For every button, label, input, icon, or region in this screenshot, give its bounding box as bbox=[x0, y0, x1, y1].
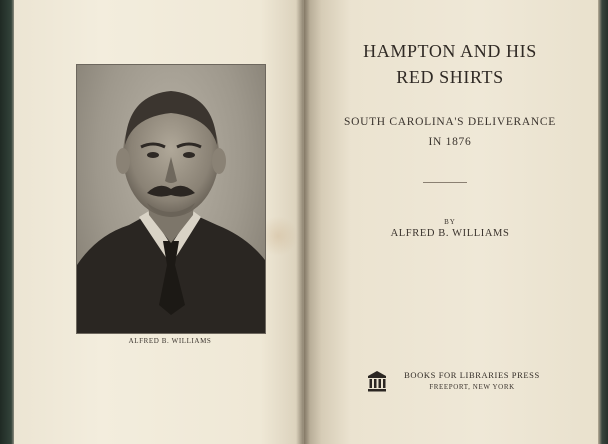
book-title bbox=[330, 38, 570, 90]
author-portrait bbox=[76, 64, 266, 334]
book-title-line-2: RED SHIRTS bbox=[396, 67, 504, 87]
book-gutter bbox=[296, 0, 310, 444]
title-divider bbox=[423, 182, 467, 183]
columns-building-icon bbox=[367, 370, 387, 392]
publisher-name: BOOKS FOR LIBRARIES PRESS bbox=[404, 370, 540, 380]
book-subtitle-line-1: SOUTH CAROLINA'S DELIVERANCE bbox=[343, 116, 557, 128]
book-title-line-1: HAMPTON AND HIS bbox=[363, 41, 537, 61]
book-cover-edge-right bbox=[598, 0, 608, 444]
publisher-location: FREEPORT, NEW YORK bbox=[429, 383, 515, 391]
book-subtitle bbox=[330, 112, 570, 152]
portrait-figure bbox=[77, 65, 265, 333]
by-label: BY bbox=[444, 218, 456, 226]
portrait-caption: ALFRED B. WILLIAMS bbox=[128, 337, 212, 345]
author-name: ALFRED B. WILLIAMS bbox=[390, 228, 510, 239]
book-subtitle-line-2: IN 1876 bbox=[428, 136, 472, 148]
